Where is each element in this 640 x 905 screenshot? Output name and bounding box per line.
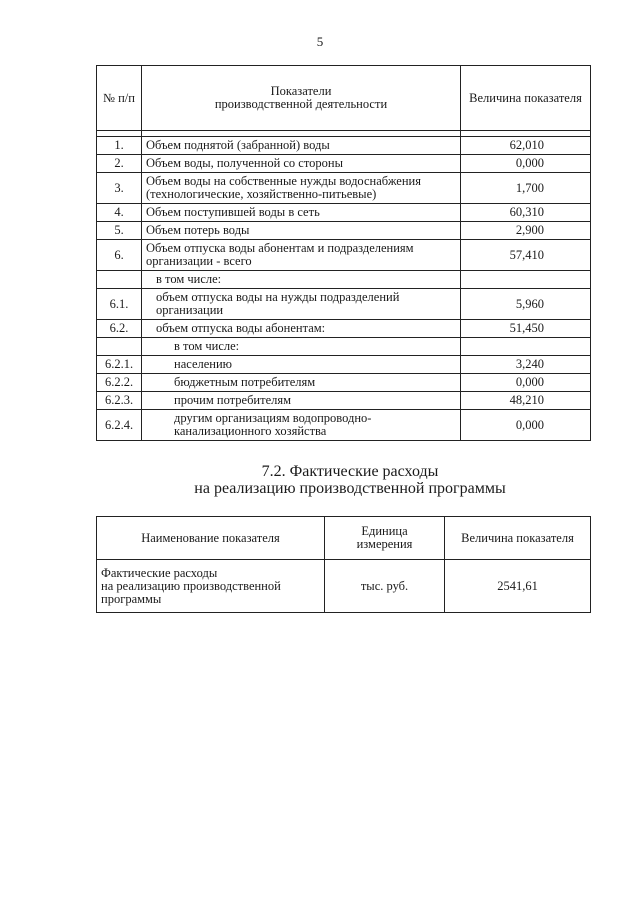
- row-name: Объем поднятой (забранной) воды: [142, 137, 461, 155]
- table-row: [97, 155, 591, 173]
- row-number: 1.: [97, 137, 142, 155]
- production-indicators-table: [96, 65, 591, 441]
- row-value: 48,210: [461, 392, 591, 410]
- row-value: [461, 271, 591, 289]
- table-row: [97, 289, 591, 320]
- row-value: 57,410: [461, 240, 591, 271]
- row-name: Объем поступившей воды в сеть: [142, 204, 461, 222]
- row-name: бюджетным потребителям: [142, 374, 461, 392]
- row-value: 62,010: [461, 137, 591, 155]
- header-value: Величина показателя: [461, 66, 591, 131]
- table-row: [97, 240, 591, 271]
- table-header-row: [97, 66, 591, 131]
- table-row: [97, 356, 591, 374]
- row-unit: тыс. руб.: [325, 560, 445, 613]
- row-name: прочим потребителям: [142, 392, 461, 410]
- row-number: 6.2.2.: [97, 374, 142, 392]
- row-value: 0,000: [461, 374, 591, 392]
- row-name: объем отпуска воды абонентам:: [142, 320, 461, 338]
- table-row: [97, 410, 591, 441]
- row-name: другим организациям водопроводно-канализационного хозяйства: [142, 410, 461, 441]
- header-name: Наименование показателя: [97, 517, 325, 560]
- actual-expenses-table: [96, 516, 591, 613]
- header-indicator: Показатели производственной деятельности: [142, 66, 461, 131]
- table-row: [97, 204, 591, 222]
- row-value: 0,000: [461, 155, 591, 173]
- row-name: населению: [142, 356, 461, 374]
- row-name: Объем воды, полученной со стороны: [142, 155, 461, 173]
- table-row: [97, 392, 591, 410]
- row-number: 6.2.: [97, 320, 142, 338]
- row-name: в том числе:: [142, 338, 461, 356]
- row-value: 51,450: [461, 320, 591, 338]
- table-header-row: [97, 517, 591, 560]
- row-number: 6.: [97, 240, 142, 271]
- row-name: Объем отпуска воды абонентам и подразделениям организации - всего: [142, 240, 461, 271]
- row-value: 1,700: [461, 173, 591, 204]
- row-number: [97, 271, 142, 289]
- row-number: 6.2.1.: [97, 356, 142, 374]
- table-row: [97, 222, 591, 240]
- table-row: [97, 320, 591, 338]
- row-name: объем отпуска воды на нужды подразделений организации: [142, 289, 461, 320]
- row-number: 3.: [97, 173, 142, 204]
- table-row: [97, 374, 591, 392]
- row-value: 60,310: [461, 204, 591, 222]
- table-row: [97, 271, 591, 289]
- page-number: 5: [316, 34, 324, 49]
- row-value: 2541,61: [445, 560, 591, 613]
- row-value: 5,960: [461, 289, 591, 320]
- row-number: 6.2.4.: [97, 410, 142, 441]
- row-name: в том числе:: [142, 271, 461, 289]
- table-row: [97, 137, 591, 155]
- row-value: [461, 338, 591, 356]
- row-value: 3,240: [461, 356, 591, 374]
- header-unit: Единица измерения: [325, 517, 445, 560]
- row-value: 0,000: [461, 410, 591, 441]
- row-value: 2,900: [461, 222, 591, 240]
- row-name: Объем потерь воды: [142, 222, 461, 240]
- header-number: № п/п: [97, 66, 142, 131]
- row-number: 6.2.3.: [97, 392, 142, 410]
- section-title: 7.2. Фактические расходы на реализацию производственной программы: [194, 463, 506, 497]
- row-number: 4.: [97, 204, 142, 222]
- row-number: [97, 338, 142, 356]
- row-number: 2.: [97, 155, 142, 173]
- row-number: 5.: [97, 222, 142, 240]
- row-name: Объем воды на собственные нужды водоснабжения (технологические, хозяйственно-питьевые): [142, 173, 461, 204]
- row-name: Фактические расходы на реализацию производственной программы: [97, 560, 325, 613]
- table-row: [97, 560, 591, 613]
- header-value: Величина показателя: [445, 517, 591, 560]
- table-row: [97, 338, 591, 356]
- table-row: [97, 173, 591, 204]
- row-number: 6.1.: [97, 289, 142, 320]
